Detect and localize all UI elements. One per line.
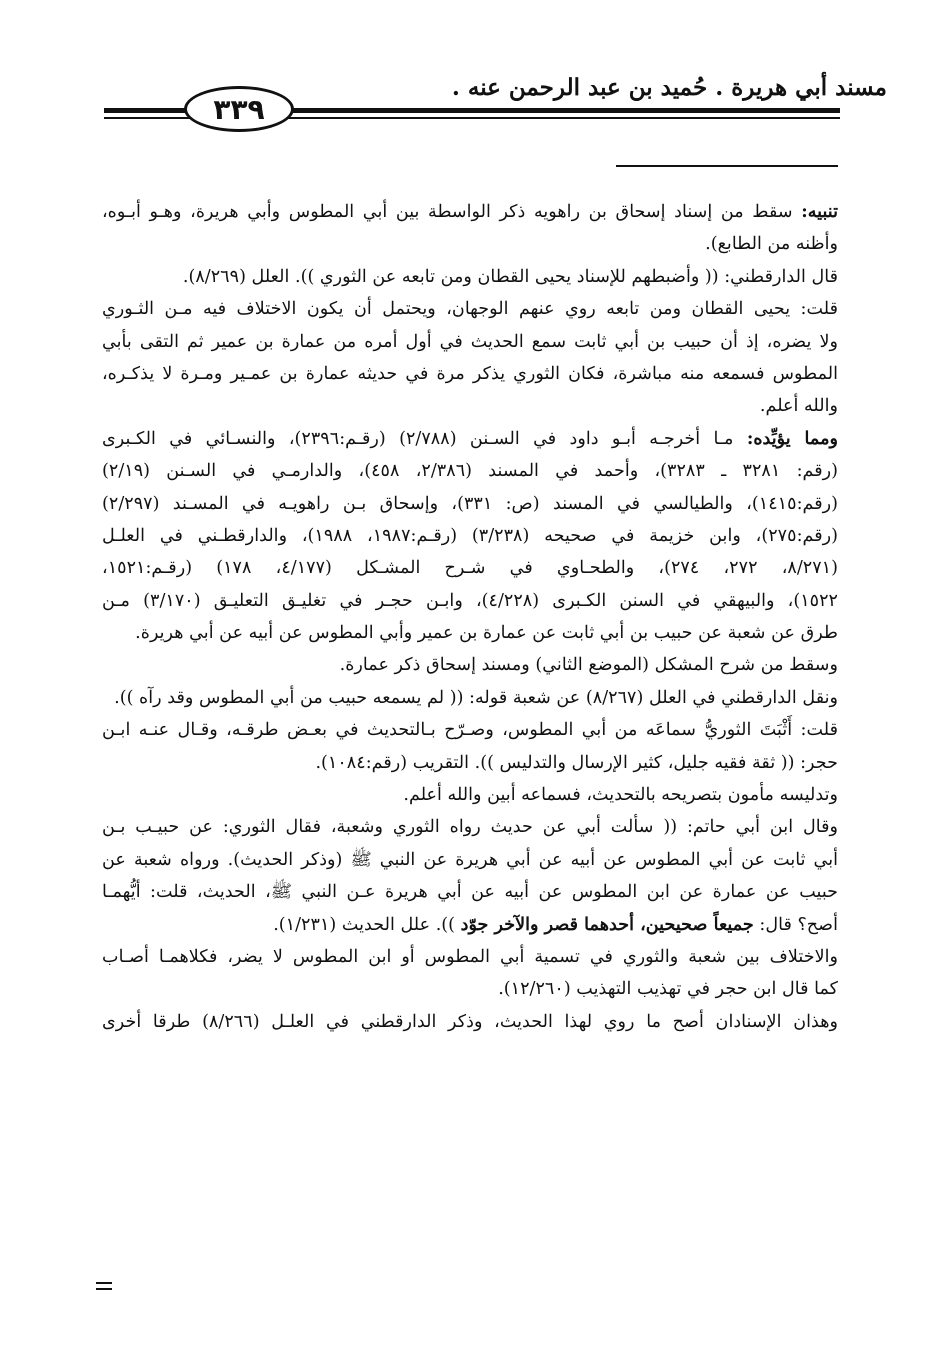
note-label: تنبيه: — [801, 201, 838, 222]
text-line: وتدليسه مأمون بتصريحه بالتحديث، فسماعه أبين والله أعلم. — [403, 785, 838, 806]
header-rule-right-thin — [288, 117, 840, 119]
text-line: قلت: يحيى القطان ومن تابعه روي عنهم الوجهان، ويحتمل أن يكون الاختلاف فيه مـن الثـوري — [102, 299, 838, 320]
footnote-separator — [616, 165, 838, 167]
text-line: (رقم:١٤١٥)، والطيالسي في المسند (ص: ٣٣١)، وإسحاق بـن راهويـه في المسـند (٢/٢٩٧) — [102, 493, 838, 514]
text-line: كما قال ابن حجر في تهذيب التهذيب (١٢/٢٦٠). — [498, 979, 838, 1000]
page-number: ٣٣٩ — [213, 92, 265, 126]
text-line: وهذان الإسنادان أصح ما روي لهذا الحديث، وذكر الدارقطني في العلـل (٨/٢٦٦) طرقا أخرى — [102, 1011, 839, 1032]
text-line: وأظنه من الطابع). — [705, 234, 838, 255]
text-line: أبي ثابت عن أبي المطوس عن أبيه عن أبي هريرة عن النبي ﷺ (وذكر الحديث). ورواه شعبة عن — [102, 849, 838, 870]
text-line: وسقط من شرح المشكل (الموضع الثاني) ومسند إسحاق ذكر عمارة. — [339, 655, 838, 676]
text-line: (رقم:٢٧٥)، وابن خزيمة في صحيحه (٣/٢٣٨) (رقـم:١٩٨٧، ١٩٨٨)، والدارقطـني في العلـل — [102, 525, 838, 546]
text-line: أصح؟ قال: جميعاً صحيحين، أحدهما قصر والآخر جوّد )). علل الحديث (١/٢٣١). — [273, 913, 838, 935]
text-line: ومما يؤيِّده: مـا أخرجـه أبـو داود في السـنن (٢/٧٨٨) (رقـم:٢٣٩٦)، والنسـائي في الكـبرى — [102, 427, 838, 449]
text-line: تنبيه: سقط من إسناد إسحاق بن راهويه ذكر الواسطة بين أبي المطوس وأبي هريرة، وهـو أبـوه، — [102, 201, 838, 222]
text-line: (٨/٢٧١، ٢٧٢، ٢٧٤)، والطحـاوي في شـرح المشـكل (٤/١٧٧، ١٧٨) (رقـم:١٥٢١، — [102, 558, 838, 579]
text-line: ١٥٢٢)، والبيهقي في السنن الكـبرى (٤/٢٢٨)، وابـن حجـر في تغليـق التعليـق (٣/١٧٠) مـن — [102, 590, 838, 611]
continuation-mark — [96, 1282, 112, 1294]
text-line: ولا يضره، إذ أن حبيب بن أبي ثابت سمع الحديث في أول أمره من عمارة بن عمير ثم التقى بأبي — [102, 331, 838, 352]
text-line: والله أعلم. — [759, 396, 838, 417]
header-rule-left-thin — [104, 117, 190, 119]
text-line: (رقم: ٣٢٨١ ـ ٣٢٨٣)، وأحمد في المسند (٢/٣٨٦، ٤٥٨)، والدارمـي في السـنن (٢/١٩) — [102, 461, 838, 482]
text-line: والاختلاف بين شعبة والثوري في تسمية أبي المطوس أو ابن المطوس لا يضر، فكلاهمـا أصـاب — [102, 946, 838, 967]
text-line: طرق عن شعبة عن حبيب بن أبي ثابت عن عمارة بن عمير وأبي المطوس عن أبيه عن أبي هريرة. — [135, 623, 838, 644]
quote-emphasis: جميعاً صحيحين، أحدهما قصر والآخر جوّد — [460, 913, 754, 935]
running-header-title: مسند أبي هريرة . حُميد بن عبد الرحمن عنه . — [451, 74, 887, 101]
header-rule-right — [288, 108, 840, 113]
text-line: حجر: (( ثقة فقيه جليل، كثير الإرسال والتدليس )). التقريب (رقم:١٠٨٤). — [315, 752, 838, 773]
page-number-badge — [184, 86, 294, 132]
text-line: المطوس فسمعه منه مباشرة، فكان الثوري يذكر مرة في حديثه عمارة بن عمـير ومـرة لا يذكـره، — [102, 363, 838, 384]
text-line: حبيب عن عمارة عن ابن المطوس عن أبيه عن أبي هريرة عـن النبي ﷺ، الحديث، قلت: أيُّهمـا — [102, 882, 838, 903]
text-line: ونقل الدارقطني في العلل (٨/٢٦٧) عن شعبة قوله: (( لم يسمعه حبيب من أبي المطوس وقد رآه )). — [114, 687, 838, 708]
text-line: قلت: أَثْبَتَ الثوريُّ سماعَه من أبي المطوس، وصـرّح بـالتحديث في بعـض طرقـه، وقـال عنـه ابـن — [102, 720, 838, 741]
header-rule-left — [104, 108, 190, 113]
text-line: وقال ابن أبي حاتم: (( سألت أبي عن حديث رواه الثوري وشعبة، فقال الثوري: عن حبيـب بـن — [102, 817, 838, 838]
body-text — [102, 196, 838, 1038]
supporting-label: ومما يؤيِّده: — [746, 427, 838, 449]
text-line: قال الدارقطني: (( وأضبطهم للإسناد يحيى القطان ومن تابعه عن الثوري )). العلل (٨/٢٦٩). — [182, 266, 838, 287]
